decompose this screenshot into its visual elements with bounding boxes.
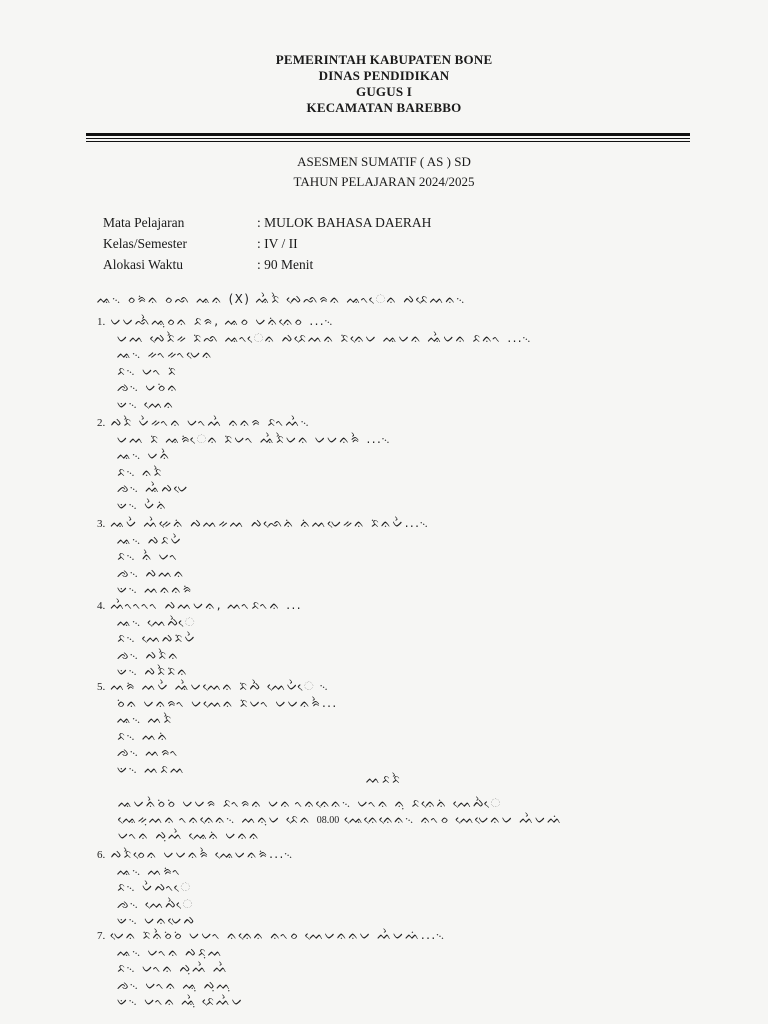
- passage-line-3: ᨆᨚᨊ ᨄᨘᨓᨛ ᨕᨙᨊᨗ ᨆᨊᨊ: [118, 828, 261, 842]
- answer-option-b[interactable]: ᨅ᨞ ᨓᨊᨗ: [117, 728, 170, 743]
- question-subtext: ᨆᨓ ᨅᨗ ᨕᨑᨗᨙᨊ ᨅᨗᨆᨚ ᨕᨛᨅᨛᨆᨊ ᨆᨆᨊᨑᨛ ...᨞: [117, 431, 392, 446]
- question-5: [97, 678, 338, 777]
- question-number: 2.: [97, 417, 106, 429]
- question-number: 1.: [97, 316, 106, 328]
- meta-key: Kelas/Semester: [103, 236, 187, 251]
- question-number: 5.: [97, 681, 106, 693]
- exam-title: [0, 152, 768, 192]
- letterhead-line-2: DINAS PENDIDIKAN: [318, 68, 450, 83]
- answer-option-b[interactable]: ᨅ᨞ ᨊᨛ ᨆᨚ: [117, 549, 180, 563]
- header-rule-thick: [86, 133, 690, 136]
- answer-option-c[interactable]: ᨌ᨞ ᨆᨔᨗᨊ: [117, 380, 179, 394]
- letterhead-line-4: KECAMATAN BAREBBO: [306, 100, 462, 115]
- passage-line-1: ᨕᨆᨊᨛᨔᨗᨔᨗ ᨆᨆᨑ ᨅᨚᨑᨊ ᨆᨊ ᨚᨊᨊᨙᨊ᨞ ᨆᨚᨊ ᨊᨘ ᨅᨊᨙᨊᨗ ᨓᨙᨄᨛᨙ: [118, 796, 502, 810]
- exam-title-line-1: ASESMEN SUMATIF ( AS ) SD: [297, 154, 471, 169]
- question-2: [97, 414, 392, 513]
- meta-row: [103, 233, 431, 254]
- question-stem: [97, 515, 430, 532]
- answer-option-d[interactable]: ᨉ᨞ ᨆᨊᨆᨙᨄ: [117, 913, 197, 927]
- header-rule-thin: [86, 138, 690, 139]
- answer-option-d[interactable]: ᨉ᨞ ᨆᨚᨊ ᨕᨛᨘ ᨅᨙᨓᨛᨆ: [117, 994, 244, 1008]
- question-stem: [97, 678, 338, 695]
- question-number: 4.: [97, 600, 106, 612]
- question-6: [97, 846, 294, 929]
- question-stem: [97, 313, 533, 330]
- letterhead: [0, 52, 768, 116]
- answer-option-c[interactable]: ᨌ᨞ ᨄᨓᨊ: [117, 565, 186, 580]
- meta-key: Mata Pelajaran: [103, 215, 185, 230]
- question-number: 6.: [97, 849, 106, 861]
- header-rule-thin-2: [86, 141, 690, 142]
- passage-time: 08.00: [316, 815, 340, 826]
- question-1: [97, 313, 533, 412]
- question-stem: [97, 414, 392, 431]
- answer-option-d[interactable]: ᨉ᨞ ᨄᨅᨛᨅᨗᨊ: [117, 664, 189, 678]
- question-text: ᨆᨆᨒᨛᨕᨘᨔᨊ ᨅᨑ, ᨕᨔ ᨆᨊᨗᨊᨙᨔ ...᨞: [110, 314, 335, 328]
- meta-value: : IV / II: [257, 236, 298, 251]
- exam-title-line-2: TAHUN PELAJARAN 2024/2025: [293, 174, 475, 189]
- instruction: ᨕ᨞ ᨔᨑᨗᨊ ᨔᨒ ᨕᨊ (X) ᨕᨛᨅᨛ ᨄᨙᨒᨑᨊ ᨕᨚᨙᨊ ᨄᨅᨙᨓᨊ᨞: [97, 292, 467, 306]
- answer-option-a[interactable]: ᨕ᨞ ᨀᨚᨀᨚᨆᨙᨊ: [117, 347, 214, 361]
- answer-option-a[interactable]: ᨕ᨞ ᨓᨅᨛ: [117, 712, 174, 726]
- answer-option-a[interactable]: ᨕ᨞ ᨆᨚᨊ ᨄᨅᨘᨓ: [117, 944, 224, 959]
- question-3: [97, 515, 430, 598]
- question-subtext: ᨔᨗᨊ ᨆᨊᨑᨚ ᨆᨓᨙᨊ ᨅᨗᨆᨚ ᨆᨆᨊᨑᨛ...: [117, 695, 338, 710]
- passage-text: ᨕᨙᨊᨙᨊᨙᨊ᨞ ᨊᨚᨔ ᨓᨙᨆᨙᨊᨆ ᨓᨛᨆᨓᨗ: [344, 812, 563, 826]
- letterhead-line-1: PEMERINTAH KABUPATEN BONE: [275, 52, 493, 67]
- question-text: ᨕᨆᨛ ᨓᨛᨀᨙᨊᨗ ᨄᨓᨀᨓ ᨄᨒᨙᨊᨗ ᨊᨗᨓᨆᨙᨀᨊ ᨅᨗᨊᨆᨛ...᨞: [110, 516, 431, 530]
- question-text: ᨓᨛᨚᨚᨚᨚ ᨄᨓᨆᨊ, ᨓᨚᨅᨚᨊ ...: [110, 598, 302, 612]
- answer-option-a[interactable]: ᨕ᨞ ᨓᨙᨄᨛᨙ: [117, 614, 196, 629]
- answer-option-c[interactable]: ᨌ᨞ ᨓᨑᨚ: [117, 745, 180, 759]
- meta-row: [103, 254, 431, 275]
- question-text: ᨆᨙᨊ ᨅᨗᨊᨛᨔᨗᨔᨗ ᨆᨆᨚ ᨊᨊᨙᨊ ᨊᨚᨔ ᨓᨙᨆᨊᨊᨆ ᨓᨛᨆᨓᨗ...᨞: [110, 928, 447, 942]
- answer-option-b[interactable]: ᨅ᨞ ᨆᨚ ᨅᨗ: [117, 363, 178, 378]
- answer-option-b[interactable]: ᨅ᨞ ᨆᨚᨊ ᨄᨘᨓᨛ ᨓᨛ: [117, 961, 229, 975]
- answer-option-b[interactable]: ᨅ᨞ ᨓᨙᨄᨅᨗᨆᨛ: [117, 631, 197, 645]
- question-number: 7.: [97, 930, 106, 942]
- question-4: [97, 597, 302, 680]
- reading-passage: [118, 795, 563, 843]
- answer-option-d[interactable]: ᨉ᨞ ᨓᨙᨊ: [117, 396, 176, 411]
- question-text: ᨄᨅᨛ ᨆᨛᨀᨚᨊ ᨆᨚᨓᨛ ᨊᨊᨑ ᨅᨚᨓᨛ᨞: [110, 415, 312, 429]
- exam-meta: [103, 212, 431, 275]
- question-7: [97, 927, 446, 1010]
- passage-line-2: [118, 811, 563, 827]
- question-number: 3.: [97, 518, 106, 530]
- question-stem: [97, 927, 446, 944]
- answer-option-a[interactable]: ᨕ᨞ ᨄᨅᨆᨛ: [117, 532, 183, 547]
- question-text: ᨓᨑᨗ ᨓᨆᨛ ᨕᨛᨆᨓᨙᨊ ᨅᨗᨄᨛ ᨓᨙᨆᨛᨙ ᨞: [110, 679, 330, 693]
- answer-option-d[interactable]: ᨉ᨞ ᨆᨛᨊᨗ: [117, 497, 168, 512]
- question-text: ᨄᨅᨛᨔᨙᨊ ᨆᨆᨊᨑᨛ ᨕᨙᨆᨊᨑᨗ...᨞: [110, 847, 295, 861]
- question-subtext: ᨆᨓ ᨄᨙᨅᨛᨀ ᨅᨗᨒ ᨕᨚᨙᨊ ᨄᨅᨙᨓᨊ ᨅᨗᨊᨙᨆ ᨕᨆᨊ ᨕᨛᨆᨊ ᨅᨊᨚ ...᨞: [117, 330, 533, 345]
- question-stem: [97, 846, 294, 863]
- answer-option-c[interactable]: ᨌ᨞ ᨄᨅᨛᨊ: [117, 647, 180, 662]
- letterhead-line-3: GUGUS I: [356, 84, 412, 99]
- passage-text: ᨕᨙᨀᨘᨓᨊ ᨚᨊᨊᨙᨊ᨞ ᨓᨊᨘᨆ ᨅᨙᨊ: [118, 812, 312, 826]
- answer-option-c[interactable]: ᨌ᨞ ᨆᨚᨊ ᨕᨘ ᨄᨘᨓᨘ: [117, 977, 233, 992]
- question-stem: [97, 597, 302, 614]
- answer-option-d[interactable]: ᨉ᨞ ᨓᨅᨓ: [117, 761, 186, 776]
- answer-option-d[interactable]: ᨉ᨞ ᨓᨊᨊᨑᨗ: [117, 582, 194, 596]
- answer-option-a[interactable]: ᨕ᨞ ᨆᨊᨛ: [117, 448, 172, 462]
- answer-option-c[interactable]: ᨌ᨞ ᨓᨙᨄᨛᨙ: [117, 896, 194, 911]
- answer-option-b[interactable]: ᨅ᨞ ᨊᨅᨛ: [117, 464, 164, 479]
- meta-value: : MULOK BAHASA DAERAH: [257, 215, 432, 230]
- meta-key: Alokasi Waktu: [103, 257, 184, 272]
- meta-value: : 90 Menit: [257, 257, 314, 272]
- passage-title: ᨓᨅᨅᨛ: [366, 772, 402, 786]
- answer-option-b[interactable]: ᨅ᨞ ᨆᨛᨄᨚᨙ: [117, 880, 192, 894]
- answer-option-a[interactable]: ᨕ᨞ ᨓᨑᨗᨚ: [117, 863, 183, 878]
- meta-row: [103, 212, 431, 233]
- answer-option-c[interactable]: ᨌ᨞ ᨕᨛᨄᨆᨙ: [117, 481, 190, 495]
